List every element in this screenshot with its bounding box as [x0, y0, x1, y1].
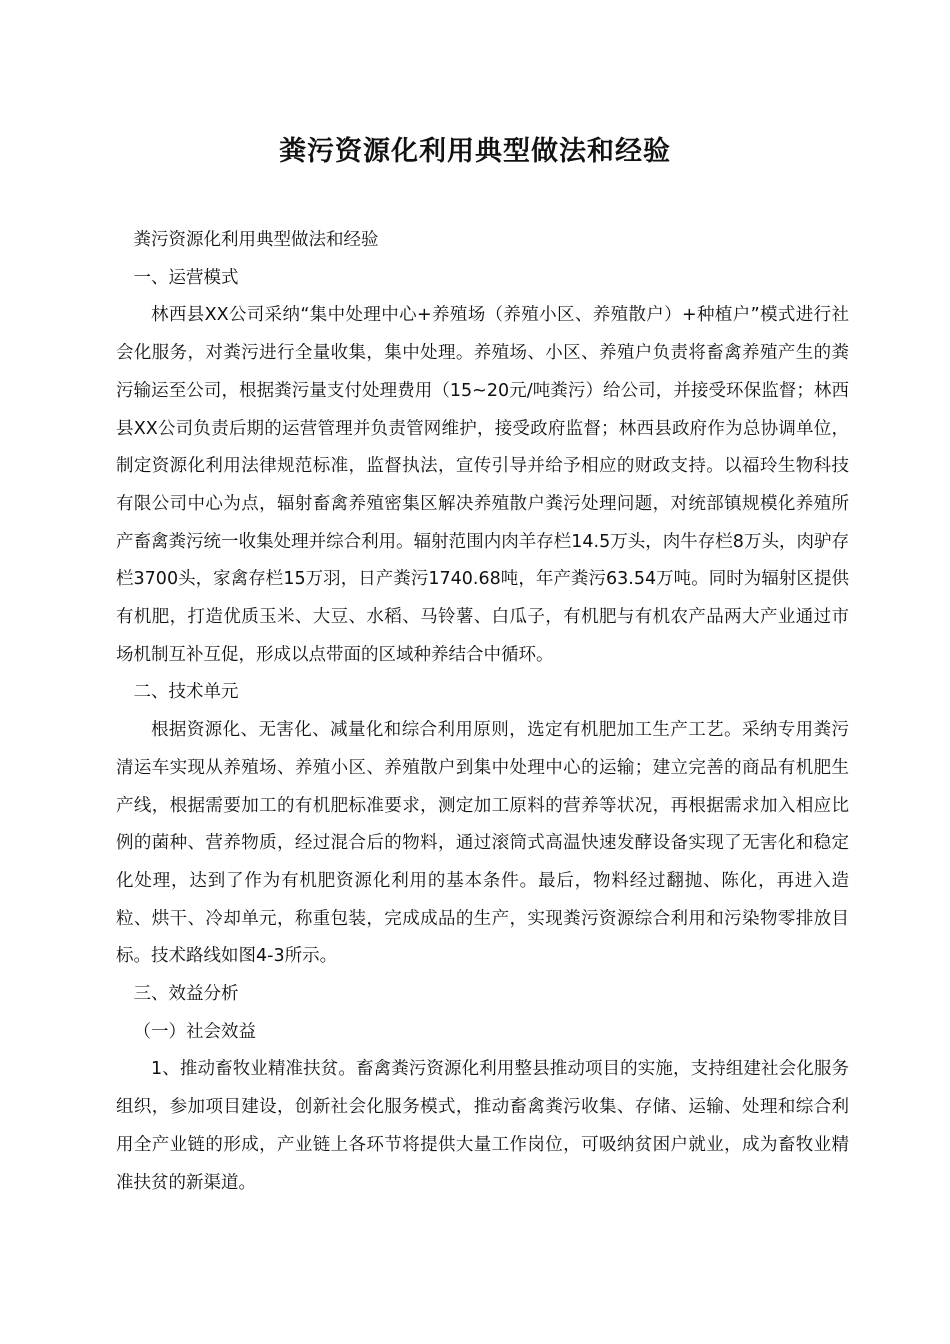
section2-heading: 二、技术单元	[133, 682, 239, 703]
section1-paragraph: 林西县XX公司采纳“集中处理中心+养殖场（养殖小区、养殖散户）+种植户”模式进行社会化服务，对粪污进行全量收集，集中处理。养殖场、小区、养殖户负责将畜禽养殖产生的粪污输运至公司，根据粪污量支付处理费用（15~20元/吨粪污）给公司，并接受环保监督；林西县XX公司负责后期的运营管理并负责管网维护，接受政府监督；林西县政府作为总协调单位，制定资源化利用法律规范标准，监督执法，宣传引导并给予相应的财政支持。以福玲生物科技有限公司中心为点，辐射畜禽养殖密集区解决养殖散户粪污处理问题，对统部镇规模化养殖所产畜禽粪污统一收集处理并综合利用。辐射范围内肉羊存栏14.5万头，肉牛存栏8万头，肉驴存栏3700头，家禽存栏15万羽，日产粪污1740.68吨，年产粪污63.54万吨。同时为辐射区提供有机肥，打造优质玉米、大豆、水稻、马铃薯、白瓜子，有机肥与有机农产品两大产业通过市场机制互补互促，形成以点带面的区域种养结合中循环。	[116, 305, 849, 665]
section3-heading: 三、效益分析	[133, 984, 239, 1005]
document-body	[116, 222, 849, 1202]
section3-subheading: （一）社会效益	[133, 1021, 256, 1042]
section1-heading: 一、运营模式	[133, 267, 239, 288]
section3-paragraph: 1、推动畜牧业精准扶贫。畜禽粪污资源化利用整县推动项目的实施，支持组建社会化服务组织，参加项目建设，创新社会化服务模式，推动畜禽粪污收集、存储、运输、处理和综合利用全产业链的形成，产业链上各环节将提供大量工作岗位，可吸纳贫困户就业，成为畜牧业精准扶贫的新渠道。	[116, 1059, 849, 1193]
document-subtitle: 粪污资源化利用典型做法和经验	[133, 230, 379, 250]
document-title: 粪污资源化利用典型做法和经验	[279, 136, 671, 167]
section2-paragraph: 根据资源化、无害化、减量化和综合利用原则，选定有机肥加工生产工艺。采纳专用粪污清运车实现从养殖场、养殖小区、养殖散户到集中处理中心的运输；建立完善的商品有机肥生产线，根据需要加工的有机肥标准要求，测定加工原料的营养等状况，再根据需求加入相应比例的菌种、营养物质，经过混合后的物料，通过滚筒式高温快速发酵设备实现了无害化和稳定化处理，达到了作为有机肥资源化利用的基本条件。最后，物料经过翻抛、陈化，再进入造粒、烘干、冷却单元，称重包装，完成成品的生产，实现粪污资源综合利用和污染物零排放目标。技术路线如图4-3所示。	[116, 720, 849, 967]
